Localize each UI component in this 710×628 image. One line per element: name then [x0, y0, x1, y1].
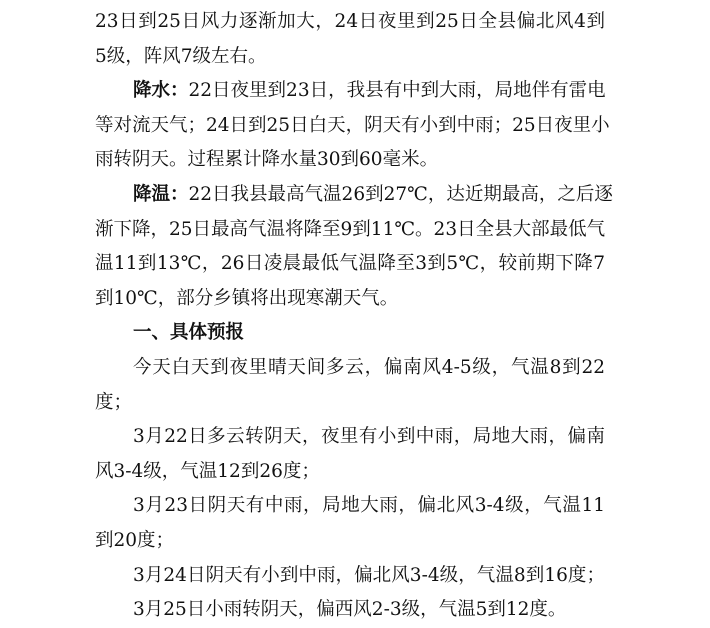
- line-text: 3月23日阴天有中雨，局地大雨，偏北风3-4级，气温11: [133, 495, 605, 517]
- forecast-item: [95, 559, 605, 594]
- text-line: [95, 143, 605, 178]
- forecast-item: [95, 420, 605, 455]
- cooling-label: 降温：: [133, 183, 189, 205]
- heading-text: 一、具体预报: [133, 322, 245, 344]
- text-line: [95, 386, 605, 421]
- line-text: 3月22日多云转阴天，夜里有小到中雨，局地大雨，偏南: [133, 426, 605, 448]
- document-body: [95, 5, 613, 628]
- line-text: 雨转阴天。过程累计降水量30到60毫米。: [95, 149, 439, 171]
- text-line: [95, 213, 605, 248]
- line-text: 渐下降，25日最高气温将降至9到11℃。23日全县大部最低气: [95, 218, 606, 240]
- line-text: 3月24日阴天有小到中雨，偏北风3-4级，气温8到16度；: [133, 564, 605, 586]
- text-line: [95, 40, 605, 75]
- text-line: [95, 282, 605, 317]
- text-line: [95, 524, 605, 559]
- line-text: 22日我县最高气温26到27℃，达近期最高，之后逐: [188, 183, 613, 205]
- line-text: 等对流天气；24日到25日白天，阴天有小到中雨；25日夜里小: [95, 114, 610, 136]
- line-text: 今天白天到夜里晴天间多云，偏南风4-5级，气温8到22: [133, 356, 605, 378]
- line-text: 5级，阵风7级左右。: [95, 45, 267, 67]
- forecast-item: [95, 489, 605, 524]
- cooling-paragraph-start: [95, 178, 613, 213]
- line-text: 温11到13℃，26日凌晨最低气温降至3到5℃，较前期下降7: [95, 253, 605, 275]
- forecast-item: [95, 593, 605, 628]
- line-text: 3月25日小雨转阴天，偏西风2-3级，气温5到12度。: [133, 599, 567, 621]
- line-text: 到20度；: [95, 529, 175, 551]
- text-line: [95, 455, 605, 490]
- section-heading: [95, 316, 605, 351]
- precipitation-label: 降水：: [133, 80, 189, 102]
- line-text: 22日夜里到23日，我县有中到大雨，局地伴有雷电: [188, 80, 606, 102]
- text-line: [95, 5, 605, 40]
- line-text: 到10℃，部分乡镇将出现寒潮天气。: [95, 287, 399, 309]
- text-line: [95, 247, 605, 282]
- forecast-item: [95, 351, 605, 386]
- text-line: [95, 109, 610, 144]
- precipitation-paragraph-start: [95, 74, 605, 109]
- line-text: 23日到25日风力逐渐加大，24日夜里到25日全县偏北风4到: [95, 11, 605, 32]
- line-text: 度；: [95, 391, 133, 413]
- line-text: 风3-4级，气温12到26度；: [95, 460, 320, 482]
